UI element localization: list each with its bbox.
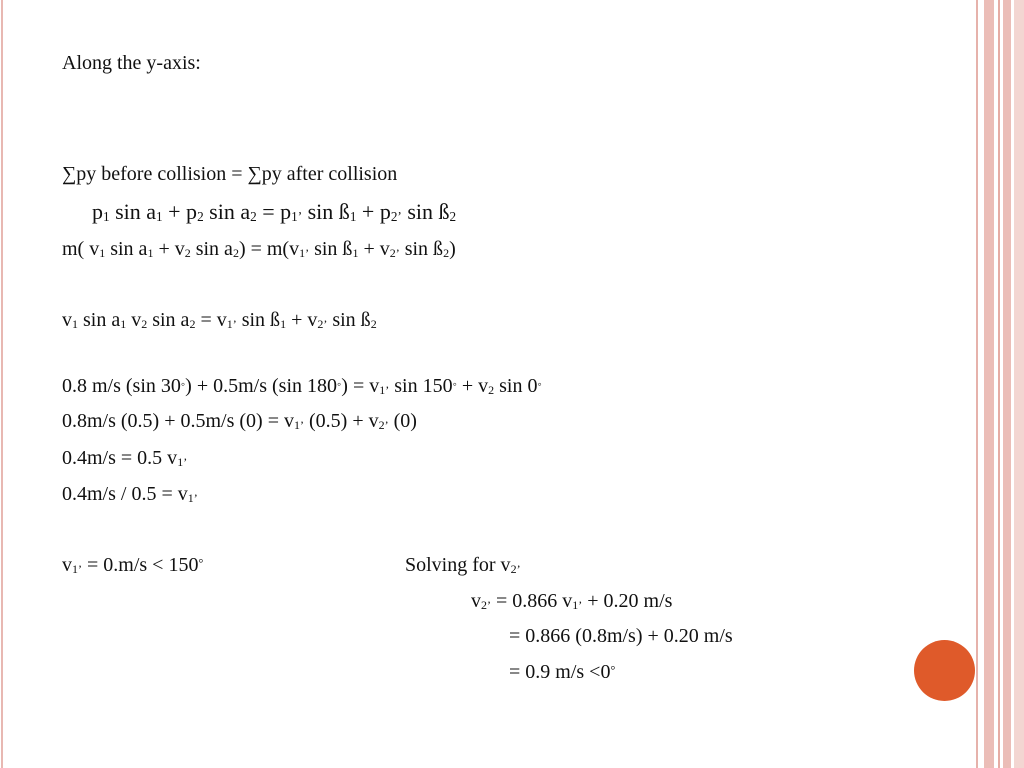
subscript: 2’ [390, 208, 402, 224]
left-border [0, 0, 7, 768]
equation-text: = 0.9 m/s <0 [509, 661, 611, 683]
subscript: 1 [99, 245, 106, 260]
subscript: 2 [443, 245, 450, 260]
equation-text: sin a [190, 238, 233, 260]
v2-result [509, 662, 615, 682]
equation-text: sin ß [399, 238, 444, 260]
subscript: 1 [352, 245, 359, 260]
equation-text: 0.8 m/s (sin 30 [62, 375, 181, 397]
subscript: 1 [147, 245, 154, 260]
accent-circle [914, 640, 975, 701]
equation-text: + 0.20 m/s [582, 590, 673, 612]
equation-text: 0.8m/s (0.5) + 0.5m/s (0) = v [62, 410, 294, 432]
subscript: 1’ [187, 490, 198, 505]
equation-text: sin a [203, 199, 251, 224]
subscript: 2 [488, 382, 495, 397]
equation-text: sin a [105, 238, 148, 260]
subscript: 2 [449, 208, 457, 224]
v2-equation [471, 591, 672, 611]
subscript: 2 [189, 316, 196, 331]
equation-text: 0.4m/s / 0.5 = v [62, 483, 188, 505]
equation-text: ) + 0.5m/s (sin 180 [185, 375, 338, 397]
substitution-line [62, 376, 542, 396]
equation-text: (0.5) + v [304, 410, 379, 432]
subscript: 1’ [572, 597, 583, 612]
equation-text: sin ß [309, 238, 353, 260]
degree-symbol: ◦ [180, 376, 186, 391]
subscript: 1 [280, 316, 287, 331]
subscript: 2 [197, 208, 204, 224]
equation-text: sin a [78, 309, 121, 331]
degree-symbol: ◦ [452, 376, 457, 391]
subscript: 1’ [294, 417, 304, 432]
equation-text: + v [358, 238, 390, 260]
slide-heading: Along the y-axis: [62, 52, 201, 74]
equation-text: sin ß [401, 199, 450, 224]
velocity-equation [62, 310, 377, 330]
degree-symbol: ◦ [537, 376, 542, 391]
subscript: 2’ [389, 245, 400, 260]
subscript: 1’ [72, 561, 82, 576]
equation-text: sin 0 [494, 375, 538, 397]
solving-for-v2 [405, 555, 521, 575]
mass-velocity-equation [62, 239, 456, 259]
equation-text: sin ß [236, 309, 281, 331]
subscript: 2’ [378, 417, 389, 432]
right-border-stripes [976, 0, 1024, 768]
equation-text: v [126, 309, 142, 331]
equation-text: ∑py before collision = ∑py after collision [62, 163, 398, 185]
subscript: 2 [370, 316, 377, 331]
equation-text: ) = v [341, 375, 380, 397]
equation-text: = v [195, 309, 227, 331]
subscript: 1 [120, 316, 127, 331]
subscript: 2’ [481, 597, 491, 612]
equation-text: = 0.866 (0.8m/s) + 0.20 m/s [509, 625, 733, 647]
degree-symbol: ◦ [337, 376, 342, 391]
evaluation-line [62, 411, 417, 431]
equation-text: sin ß [302, 199, 350, 224]
subscript: 2 [141, 316, 148, 331]
subscript: 1’ [379, 382, 390, 397]
momentum-conservation-statement [62, 164, 397, 184]
momentum-equation-y [92, 201, 456, 223]
subscript: 1 [103, 208, 110, 224]
equation-text: = p [256, 199, 292, 224]
equation-text: v [62, 554, 72, 576]
equation-text: ) = m(v [238, 238, 300, 260]
equation-text: sin a [109, 199, 157, 224]
subscript: 1’ [226, 316, 237, 331]
subscript: 2’ [317, 316, 328, 331]
subscript: 2 [232, 245, 239, 260]
subscript: 1’ [291, 208, 303, 224]
subscript: 1’ [299, 245, 310, 260]
equation-text: v [62, 309, 72, 331]
subscript: 1’ [177, 454, 188, 469]
equation-text: sin a [147, 309, 190, 331]
equation-text: + p [356, 199, 391, 224]
equation-text: = 0.866 v [491, 590, 573, 612]
equation-text: Solving for v [405, 554, 511, 576]
equation-text: + v [153, 238, 185, 260]
equation-text: sin ß [327, 309, 371, 331]
equation-text: p [92, 199, 103, 224]
subscript: 2’ [510, 561, 521, 576]
simplification-line [62, 448, 187, 468]
v2-substitution [509, 626, 733, 646]
equation-text: ) [449, 238, 456, 260]
degree-symbol: ° [610, 662, 616, 677]
equation-text: (0) [388, 410, 417, 432]
degree-symbol: ° [198, 555, 204, 570]
subscript: 2 [250, 208, 257, 224]
equation-text: + v [286, 309, 318, 331]
equation-text: v [471, 590, 481, 612]
equation-text: m( v [62, 238, 100, 260]
equation-text: sin 150 [389, 375, 453, 397]
subscript: 1 [156, 208, 163, 224]
subscript: 2 [184, 245, 191, 260]
equation-text: = 0.m/s < 150 [82, 554, 199, 576]
subscript: 1 [72, 316, 78, 331]
v1-result [62, 555, 203, 575]
equation-text: + p [162, 199, 198, 224]
subscript: 1 [349, 208, 357, 224]
equation-text: 0.4m/s = 0.5 v [62, 447, 178, 469]
equation-text: + v [456, 375, 489, 397]
division-line [62, 484, 198, 504]
